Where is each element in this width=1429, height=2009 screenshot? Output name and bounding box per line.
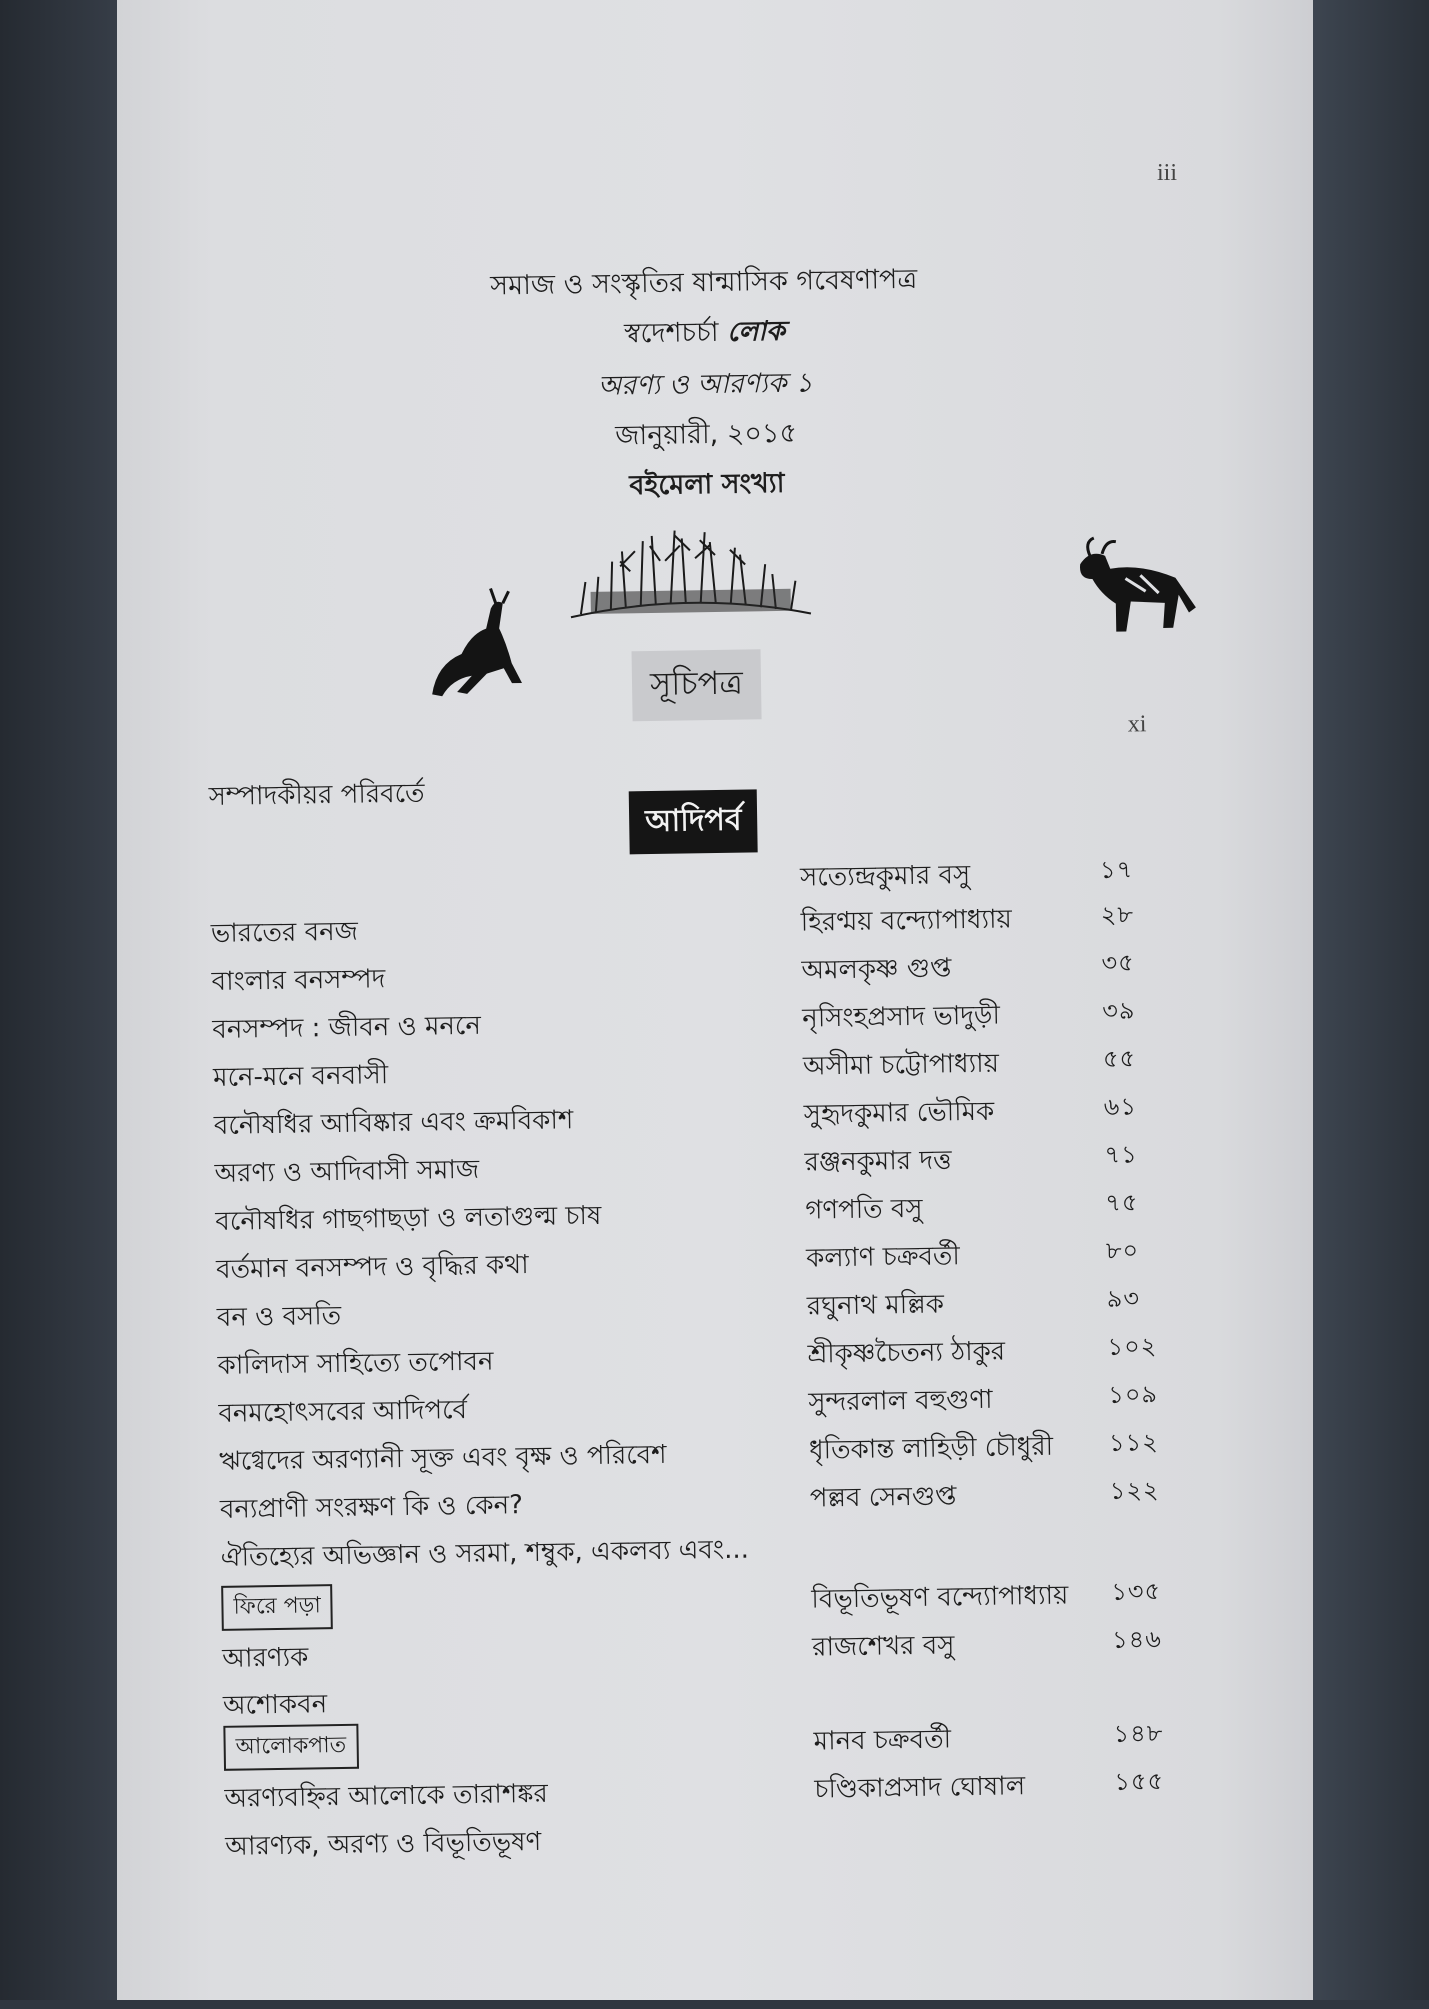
- entry-title: অরণ্য ও আদিবাসী সমাজ: [214, 1154, 480, 1189]
- entry-title: ভারতের বনজ: [210, 916, 359, 949]
- entry-title: মনে-মনে বনবাসী: [212, 1060, 389, 1093]
- entry-page: ১৭: [1099, 855, 1134, 884]
- entry-author: কল্যাণ চক্রবর্তী: [805, 1241, 961, 1274]
- entry-page: ১২২: [1109, 1476, 1160, 1505]
- entry-page: ৩৯: [1101, 996, 1136, 1025]
- entry-title: বাংলার বনসম্পদ: [211, 964, 386, 997]
- entry-title: আরণ্যক, অরণ্য ও বিভূতিভূষণ: [225, 1826, 542, 1862]
- entry-page: ১০৯: [1108, 1380, 1159, 1409]
- entry-author: অসীমা চট্টোপাধ্যায়: [802, 1048, 1000, 1082]
- entry-page: ৬১: [1103, 1092, 1138, 1121]
- entry-author: নৃসিংহপ্রসাদ ভাদুড়ী: [802, 1000, 1001, 1034]
- deer-illustration: [410, 583, 542, 705]
- entry-page: ১৫৫: [1114, 1767, 1165, 1796]
- issue-type: বইমেলা সংখ্যা: [629, 467, 785, 502]
- background-left: [0, 0, 117, 2000]
- entry-title: বন ও বসতি: [216, 1300, 342, 1333]
- entry-page: ২৮: [1100, 900, 1135, 929]
- entry-author: রঞ্জনকুমার দত্ত: [804, 1145, 952, 1178]
- editorial-page: xi: [1127, 711, 1147, 738]
- entry-author: রাজশেখর বসু: [811, 1630, 955, 1663]
- entry-title: কালিদাস সাহিত্যে তপোবন: [217, 1346, 494, 1381]
- bull-illustration: [1070, 532, 1212, 644]
- entry-page: ৫৫: [1102, 1044, 1137, 1073]
- issue-date: জানুয়ারী, ২০১৫: [615, 417, 798, 452]
- entry-author: মানব চক্রবর্তী: [813, 1724, 952, 1757]
- issue-title: অরণ্য ও আরণ্যক ১: [597, 367, 814, 402]
- entry-author: সুহৃদকুমার ভৌমিক: [803, 1096, 995, 1130]
- contents-title: সূচিপত্র: [632, 649, 762, 721]
- entry-title: বনমহোৎসবের আদিপর্বে: [218, 1394, 468, 1429]
- entry-author: সত্যেন্দ্রকুমার বসু: [799, 860, 971, 893]
- entry-title: বনৌষধির গাছগাছড়া ও লতাগুল্ম চাষ: [215, 1200, 602, 1237]
- entry-page: ৩৫: [1101, 948, 1135, 977]
- entry-author: সুন্দরলাল বহুগুণা: [808, 1384, 993, 1418]
- entry-page: ১৩৫: [1111, 1577, 1162, 1606]
- entry-author: চণ্ডিকাপ্রসাদ ঘোষাল: [814, 1771, 1026, 1805]
- entry-page: ৮০: [1105, 1236, 1140, 1265]
- section-label-fire-pora: ফিরে পড়া: [221, 1584, 333, 1631]
- page-body: [101, 0, 1328, 2009]
- entry-author: বিভূতিভূষণ বন্দ্যোপাধ্যায়: [811, 1580, 1069, 1615]
- entry-author: গণপতি বসু: [805, 1193, 923, 1226]
- journal-subtitle: সমাজ ও সংস্কৃতির ষান্মাসিক গবেষণাপত্র: [490, 263, 918, 302]
- entry-page: ১৪৬: [1111, 1625, 1163, 1654]
- section-label-adiparba: আদিপর্ব: [629, 789, 758, 854]
- journal-logo: লোক: [726, 315, 786, 348]
- entry-page: ১৪৮: [1113, 1719, 1164, 1748]
- entry-title: ঋগ্বেদের অরণ্যানী সূক্ত এবং বৃক্ষ ও পরিবেশ: [218, 1439, 667, 1477]
- entry-page: ১১২: [1108, 1428, 1159, 1457]
- entry-title: অশোকবন: [222, 1689, 328, 1721]
- entry-page: ৭৫: [1105, 1188, 1139, 1217]
- forest-illustration: [559, 518, 821, 632]
- entry-page: ৯৩: [1106, 1284, 1141, 1313]
- entry-title: আরণ্যক: [222, 1642, 309, 1674]
- entry-title: বনৌষধির আবিষ্কার এবং ক্রমবিকাশ: [213, 1105, 574, 1141]
- entry-author: হিরণ্ময় বন্দ্যোপাধ্যায়: [800, 904, 1013, 938]
- entry-title: অরণ্যবহ্নির আলোকে তারাশঙ্কর: [224, 1778, 549, 1814]
- entry-title: বর্তমান বনসম্পদ ও বৃদ্ধির কথা: [215, 1249, 529, 1285]
- entry-author: পল্লব সেনগুপ্ত: [809, 1481, 957, 1514]
- entry-author: শ্রীকৃষ্ণচৈতন্য ঠাকুর: [807, 1336, 1006, 1370]
- entry-author: ধৃতিকান্ত লাহিড়ী চৌধুরী: [808, 1431, 1054, 1466]
- entry-title: বন্যপ্রাণী সংরক্ষণ কি ও কেন?: [219, 1490, 524, 1525]
- entry-author: রঘুনাথ মল্লিক: [806, 1289, 945, 1322]
- entry-title: ঐতিহ্যের অভিজ্ঞান ও সরমা, শম্বুক, একলব্য এবং...: [220, 1534, 750, 1573]
- entry-title: বনসম্পদ : জীবন ও মননে: [212, 1010, 482, 1045]
- page-number: iii: [1157, 160, 1178, 186]
- book-page: [117, 0, 1313, 2000]
- entry-author: অমলকৃষ্ণ গুপ্ত: [801, 953, 952, 986]
- section-label-alokpat: আলোকপাত: [223, 1724, 358, 1771]
- journal-prefix: স্বদেশচর্চা: [623, 316, 719, 350]
- entry-page: ৭১: [1104, 1140, 1138, 1169]
- background-right: [1313, 0, 1429, 2000]
- entry-page: ১০২: [1107, 1332, 1158, 1361]
- editorial-title: সম্পাদকীয়র পরিবর্তে: [208, 778, 425, 812]
